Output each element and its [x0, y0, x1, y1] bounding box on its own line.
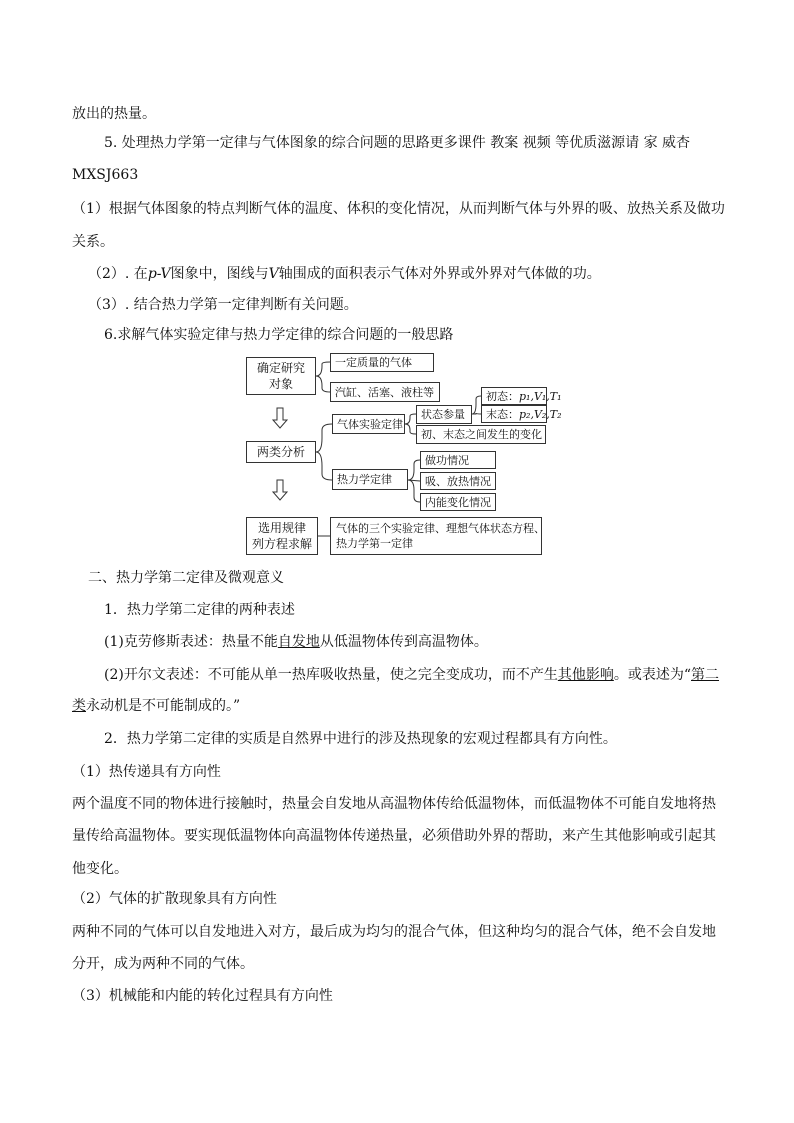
text-span: 轴围成的面积表示气体对外界或外界对气体做的功。: [278, 266, 601, 282]
subheading: （1）热传递具有方向性: [72, 764, 221, 780]
text-line: 关系。: [72, 234, 114, 250]
box-label: 对象: [268, 377, 293, 391]
text-line: [88, 264, 740, 284]
box-gas-mass: 一定质量的气体: [330, 353, 434, 372]
box-state-change: 初、末态之间发生的变化: [416, 425, 546, 444]
box-thermo-laws: 热力学定律: [332, 469, 408, 490]
box-determine-object: [246, 357, 316, 395]
box-initial-state: [481, 387, 562, 405]
paragraph-line: 两种不同的气体可以自发地进入对方，最后成为均匀的混合气体，但这种均匀的混合气体，绝不会自发地: [72, 924, 716, 940]
label: 初态：: [486, 389, 519, 403]
box-final-state: [481, 405, 562, 423]
text-line: MXSJ663: [72, 167, 139, 183]
box-cylinder: 汽缸、活塞、液柱等: [330, 382, 440, 402]
math-symbol: V: [268, 266, 279, 282]
box-heat: 吸、放热情况: [420, 472, 496, 490]
paragraph-line: 他变化。: [72, 861, 128, 877]
underlined-text: 类: [72, 698, 86, 714]
box-gas-laws: 气体实验定律: [332, 414, 405, 434]
paragraph-line: [72, 696, 724, 716]
underlined-text: 第二: [691, 667, 720, 683]
subheading: （3）机械能和内能的转化过程具有方向性: [72, 988, 333, 1004]
text-span: （2）. 在: [88, 266, 148, 282]
paragraph-line: [104, 665, 756, 685]
subsection-heading: 1．热力学第二定律的两种表述: [104, 602, 295, 618]
paragraph-line: 量传给高温物体。要实现低温物体向高温物体传递热量，必须借助外界的帮助，来产生其他影响或引起其: [72, 828, 716, 844]
text-line: （1）根据气体图象的特点判断气体的温度、体积的变化情况，从而判断气体与外界的吸、放热关系及做功: [72, 201, 725, 217]
section-2-heading: 二、热力学第二定律及微观意义: [88, 570, 284, 586]
text-span: (2)开尔文表述：不可能从单一热库吸收热量，使之完全变成功，而不产生: [104, 667, 558, 683]
text-span: 图象中，图线与: [170, 266, 269, 282]
text-span: 。或表述为“: [613, 667, 692, 683]
box-label: 列方程求解: [251, 537, 312, 551]
box-label: 选用规律: [257, 521, 306, 535]
underlined-text: 自发地: [277, 634, 320, 650]
box-state-params: 状态参量: [416, 405, 472, 424]
paragraph-line: 2．热力学第二定律的实质是自然界中进行的涉及热现象的宏观过程都具有方向性。: [104, 731, 617, 747]
box-two-analyses: 两类分析: [246, 441, 316, 463]
text-span: 从低温物体传到高温物体。: [319, 634, 488, 650]
paragraph-line: 分开，成为两种不同的气体。: [72, 956, 254, 972]
box-equations: [330, 517, 545, 555]
paragraph-line: 两个温度不同的物体进行接触时，热量会自发地从高温物体传给低温物体，而低温物体不可能自发地将热: [72, 796, 716, 812]
text-line: （3）. 结合热力学第一定律判断有关问题。: [88, 297, 358, 313]
section-6-heading: 6.求解气体实验定律与热力学定律的综合问题的一般思路: [104, 327, 454, 343]
box-work: 做功情况: [420, 451, 496, 469]
section-5-heading: 5. 处理热力学第一定律与气体图象的综合问题的思路更多课件 教案 视频 等优质滋源请 家 威杏: [104, 135, 691, 151]
math-symbol: p₂,V₂,T₂: [519, 407, 562, 421]
box-label: 热力学第一定律: [336, 537, 413, 550]
box-choose-law: [246, 517, 318, 555]
text-line: 放出的热量。: [72, 106, 156, 122]
paragraph-line: [104, 632, 756, 652]
text-span: (1)克劳修斯表述：热量不能: [104, 634, 278, 650]
math-symbol: p-V: [147, 266, 171, 282]
text-span: 永动机是不可能制成的。”: [86, 698, 241, 714]
box-label: 确定研究: [256, 361, 305, 375]
subheading: （2）气体的扩散现象具有方向性: [72, 891, 277, 907]
box-label: 气体的三个实验定律、理想气体状态方程、: [336, 522, 545, 535]
box-internal-energy: 内能变化情况: [420, 493, 496, 511]
math-symbol: p₁,V₁,T₁: [519, 389, 562, 403]
label: 末态：: [486, 407, 519, 421]
underlined-text: 其他影响: [557, 667, 614, 683]
